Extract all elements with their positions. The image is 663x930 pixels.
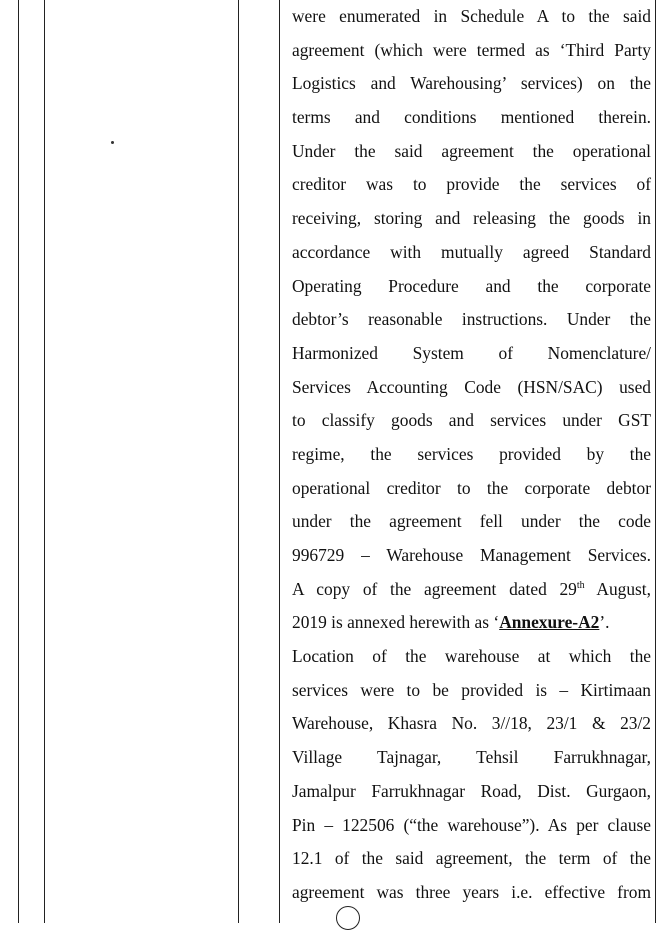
text-line-annexure [292, 606, 651, 640]
annexure-reference: Annexure-A2 [499, 612, 600, 633]
text-line: agreement (which were termed as ‘Third Party [292, 39, 651, 60]
text-line: under the agreement fell under the code [292, 511, 651, 532]
annexure-prefix: 2019 is annexed herewith as ‘ [292, 612, 500, 633]
table-column-divider-3 [279, 0, 280, 923]
text-line: Pin – 122506 (“the warehouse”). As per clause [292, 814, 651, 835]
text-line: regime, the services provided by the [292, 443, 651, 464]
text-line: operational creditor to the corporate debtor [292, 477, 651, 498]
text-line: Harmonized System of Nomenclature/ [292, 342, 651, 363]
paragraph-text-column [292, 0, 651, 910]
text-line: debtor’s reasonable instructions. Under the [292, 309, 651, 330]
page-stamp-mark [336, 906, 360, 930]
text-line: were enumerated in Schedule A to the said [292, 6, 651, 26]
text-line: 996729 – Warehouse Management Services. [292, 545, 651, 565]
text-line: creditor was to provide the services of [292, 174, 651, 195]
text-line: Location of the warehouse at which the [292, 646, 651, 667]
table-border-right [655, 0, 656, 923]
text-line: Operating Procedure and the corporate [292, 275, 651, 296]
text-line: Services Accounting Code (HSN/SAC) used [292, 376, 651, 397]
text-line: Logistics and Warehousing’ services) on the [292, 73, 651, 94]
text-line: accordance with mutually agreed Standard [292, 241, 651, 262]
text-line: Warehouse, Khasra No. 3//18, 23/1 & 23/2 [292, 713, 651, 734]
agreement-date-suffix: August, [584, 578, 651, 599]
text-line: agreement was three years i.e. effective from [292, 881, 651, 902]
text-line: Under the said agreement the operational [292, 140, 651, 161]
text-line: Jamalpur Farrukhnagar Road, Dist. Gurgaon, [292, 780, 651, 801]
text-line: to classify goods and services under GST [292, 410, 651, 431]
text-line-agreement-date [292, 573, 651, 607]
table-column-divider-2 [238, 0, 239, 923]
text-line: 12.1 of the said agreement, the term of the [292, 848, 651, 869]
stray-dot-mark [111, 141, 114, 144]
text-line: terms and conditions mentioned therein. [292, 107, 651, 128]
text-line: receiving, storing and releasing the goods in [292, 208, 651, 229]
annexure-suffix: ’. [599, 612, 610, 633]
table-border-left [18, 0, 19, 923]
text-line: Village Tajnagar, Tehsil Farrukhnagar, [292, 747, 651, 768]
ordinal-superscript: th [576, 579, 585, 591]
agreement-date-prefix: A copy of the agreement dated 29 [292, 578, 577, 599]
text-line: services were to be provided is – Kirtimaan [292, 679, 651, 700]
table-column-divider-1 [44, 0, 45, 923]
